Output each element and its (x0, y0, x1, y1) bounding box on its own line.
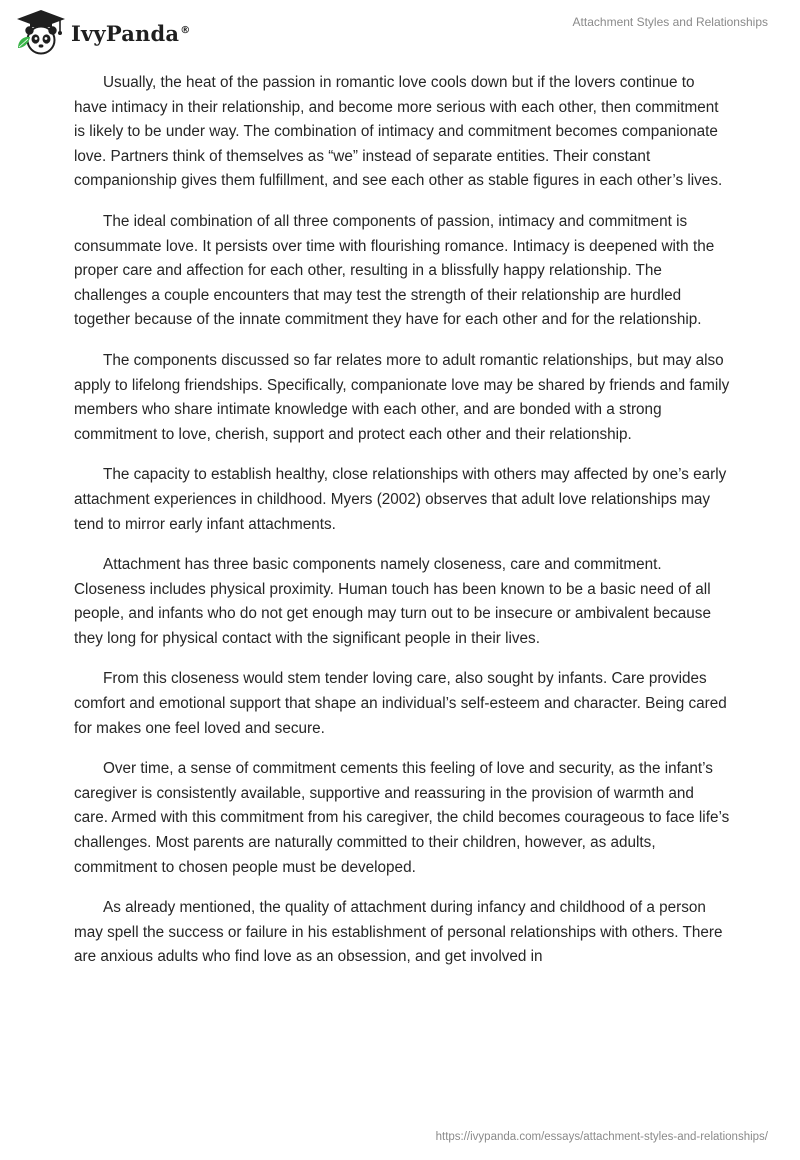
brand-name: IvyPanda® (71, 20, 191, 46)
paragraph: The capacity to establish healthy, close relationships with others may affected by one’s early attachment experiences in childhood. Myers (2002) observes that adult love relationships may tend to mirror early infant attachments. (74, 466, 727, 533)
source-url-link[interactable]: https://ivypanda.com/essays/attachment-styles-and-relationships/ (435, 1131, 768, 1143)
running-title: Attachment Styles and Relationships (572, 15, 768, 29)
registered-mark: ® (180, 24, 191, 36)
paragraph: Attachment has three basic components namely closeness, care and commitment. Closeness includes physical proximity. Human touch has been known to be a basic need of all people, and infants who do not get enough may turn out to be insecure or ambivalent because they long for physical contact with the significant people in their lives. (74, 556, 711, 647)
ivypanda-logo[interactable] (15, 8, 190, 56)
paragraph: The components discussed so far relates more to adult romantic relationships, but may also apply to lifelong friendships. Specifically, companionate love may be shared by friends and family members who share intimate knowledge with each other, and are bonded with a strong commitment to love, cherish, support and protect each other and their relationship. (74, 351, 730, 443)
paragraph: From this closeness would stem tender loving care, also sought by infants. Care provides comfort and emotional support that shape an individual’s self-esteem and character. Being cared for makes one feel loved and secure. (74, 670, 727, 737)
paragraph: Over time, a sense of commitment cements this feeling of love and security, as the infant’s caregiver is consistently available, supportive and reassuring in the provision of warmth and care. Armed with this commitment from his caregiver, the child becomes courageous to face life’s challenges. Most parents are naturally committed to their children, however, as adults, commitment to chosen people must be developed. (74, 760, 730, 876)
essay-body (74, 71, 730, 986)
paragraph: The ideal combination of all three components of passion, intimacy and commitment is consummate love. It persists over time with flourishing romance. Intimacy is deepened with the proper care and affection for each other, resulting in a blissfully happy relationship. The challenges a couple encounters that may test the strength of their relationship are hurdled together because of the innate commitment they have for each other and for the relationship. (74, 212, 715, 329)
paragraph: Usually, the heat of the passion in romantic love cools down but if the lovers continue to have intimacy in their relationship, and become more serious with each other, then commitment is likely to be under way. The combination of intimacy and commitment becomes companionate love. Partners think of themselves as “we” instead of separate entities. Their constant companionship gives them fulfillment, and see each other as stable figures in each other’s lives. (74, 74, 723, 190)
panda-graduate-icon (15, 8, 67, 56)
page-header (0, 0, 800, 70)
paragraph: As already mentioned, the quality of attachment during infancy and childhood of a person may spell the success or failure in his establishment of personal relationships with others. There are anxious adults who find love as an obsession, and get involved in (74, 899, 723, 966)
